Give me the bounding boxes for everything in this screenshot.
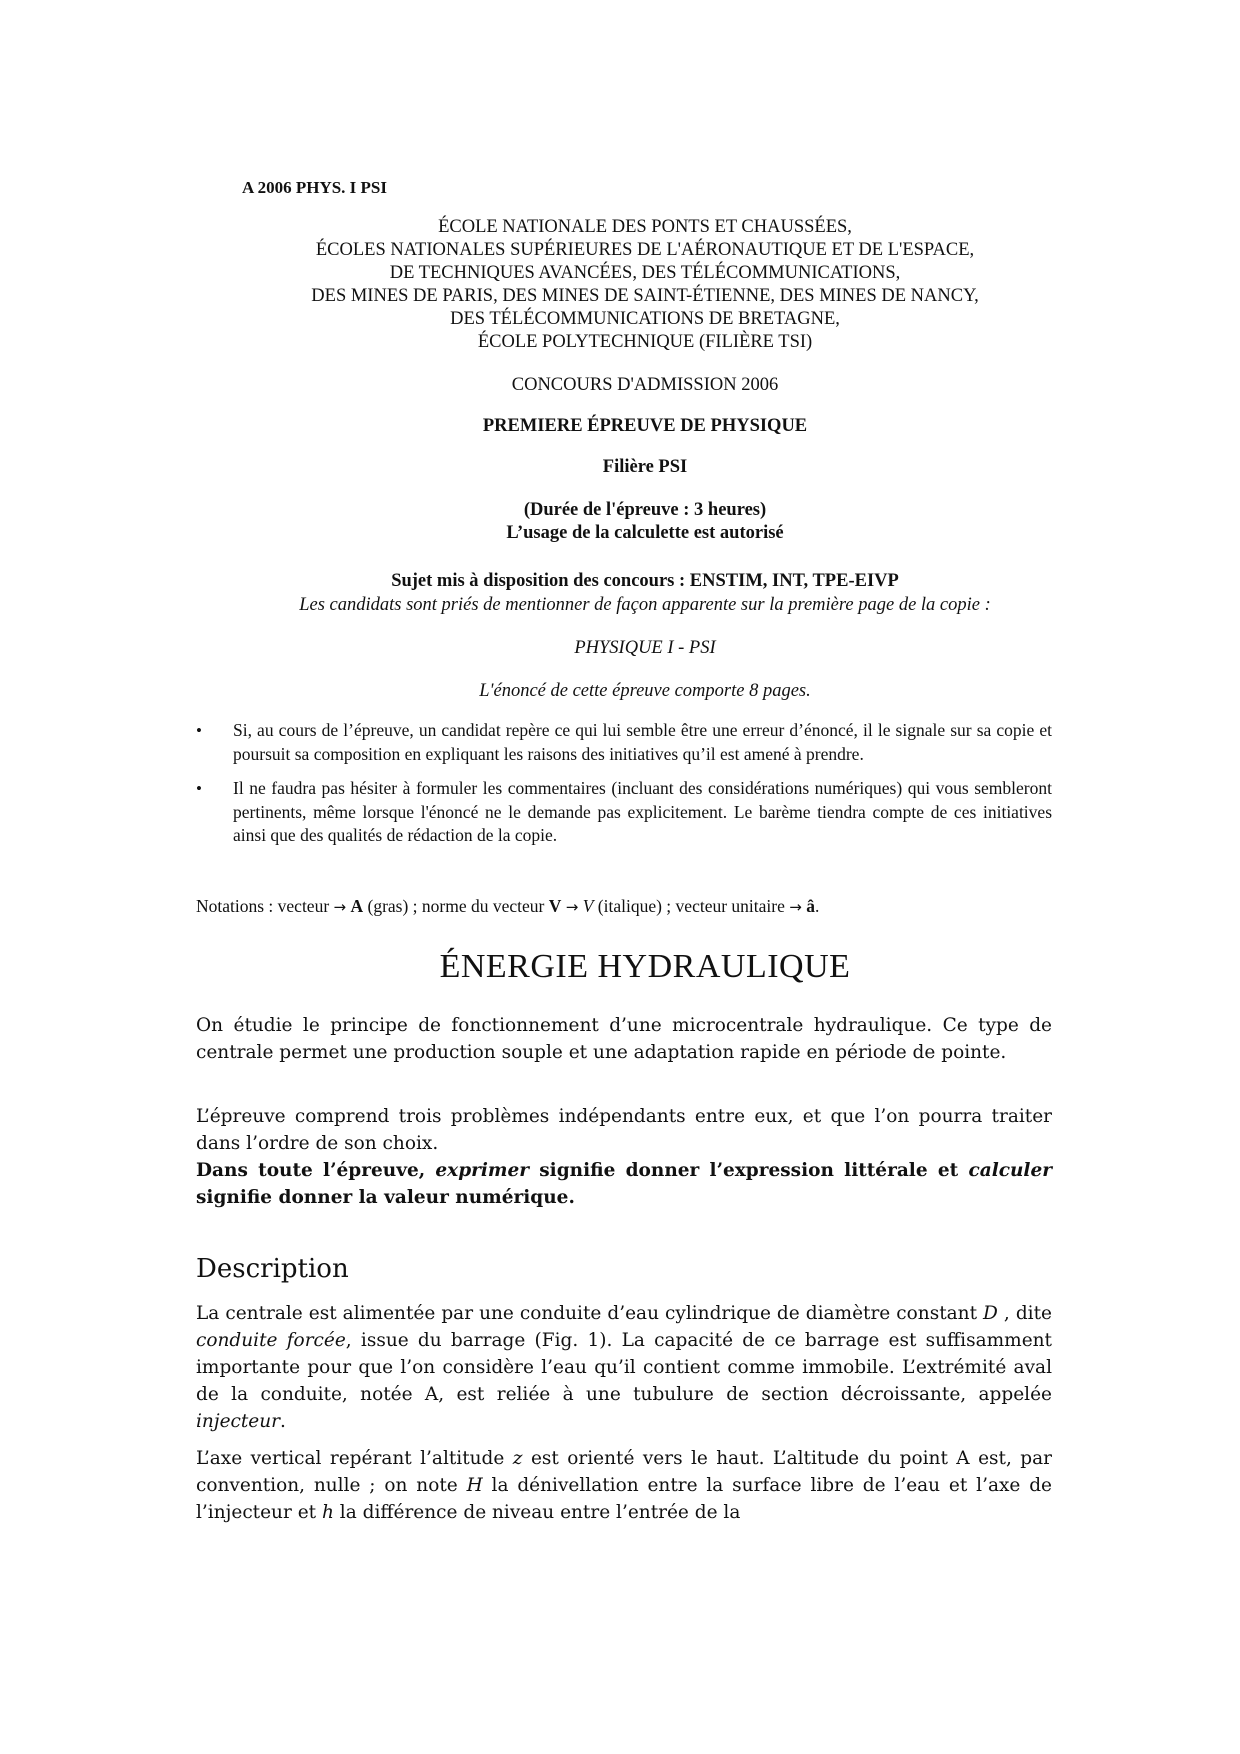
exam-reference-code: A 2006 PHYS. I PSI xyxy=(242,178,387,197)
school-line: DES MINES DE PARIS, DES MINES DE SAINT-ÉTIENNE, DES MINES DE NANCY, xyxy=(311,286,979,306)
description-text: la dénivellation entre la surface libre de l’eau et l’axe de l’injecteur et xyxy=(196,1475,1052,1523)
variable-D: D xyxy=(983,1303,998,1324)
description-paragraph-axis xyxy=(196,1445,1052,1526)
definitions-text: signifie donner l’expression littérale et xyxy=(529,1160,969,1181)
right-arrow-icon: → xyxy=(789,898,802,916)
filiere-label: Filière PSI xyxy=(602,457,688,477)
right-arrow-icon: → xyxy=(333,898,347,916)
definitions-text: signifie donner la valeur numérique. xyxy=(196,1187,575,1208)
intro-paragraph-problems: L’épreuve comprend trois problèmes indépendants entre eux, et que l’on pourra traiter dans l’ordre de son choix. xyxy=(196,1106,1052,1154)
notations-prefix: Notations : vecteur xyxy=(196,896,334,916)
norm-vector-symbol: V xyxy=(548,896,562,916)
mention-label: PHYSIQUE I - PSI xyxy=(574,638,716,658)
instruction-text: Si, au cours de l’épreuve, un candidat repère ce qui lui semble être une erreur d’énoncé, il le signale sur sa copie et poursuit sa composition en expliquant les raisons des initiatives qu’il est amené à prendre. xyxy=(233,720,1052,764)
definitions-term-exprimer: exprimer xyxy=(435,1160,530,1181)
school-line: ÉCOLE POLYTECHNIQUE (FILIÈRE TSI) xyxy=(477,332,813,352)
variable-h: h xyxy=(321,1502,334,1523)
description-paragraph xyxy=(196,1300,1052,1435)
school-list xyxy=(195,216,1095,354)
duration-note: (Durée de l'épreuve : 3 heures) xyxy=(523,500,767,520)
bullet-icon: • xyxy=(196,721,202,740)
unit-vector-symbol: â xyxy=(806,896,815,916)
bullet-icon: • xyxy=(196,779,202,798)
description-text: La centrale est alimentée par une conduite d’eau cylindrique de diamètre constant xyxy=(196,1303,984,1324)
subject-availability: Sujet mis à disposition des concours : ENSTIM, INT, TPE-EIVP xyxy=(391,571,899,591)
variable-z: z xyxy=(512,1448,523,1469)
definitions-text: Dans toute l’épreuve, xyxy=(196,1160,436,1181)
page-count-note: L'énoncé de cette épreuve comporte 8 pages. xyxy=(479,681,811,701)
vector-symbol: A xyxy=(350,896,364,916)
instruction-text: Il ne faudra pas hésiter à formuler les commentaires (incluant des considérations numériques) qui vous sembleront pertinents, même lorsque l'énoncé ne le demande pas explicitement. Le barème tiendra compte de ces initiatives ainsi que des qualités de rédaction de la copie. xyxy=(233,778,1052,845)
school-line: DES TÉLÉCOMMUNICATIONS DE BRETAGNE, xyxy=(450,309,840,329)
notations-line xyxy=(196,896,819,917)
definitions-term-calculer: calculer xyxy=(968,1160,1052,1181)
notations-vector-desc: (gras) ; norme du vecteur xyxy=(363,896,549,916)
school-line: ÉCOLE NATIONALE DES PONTS ET CHAUSSÉES, xyxy=(438,217,852,237)
notations-norm-desc: (italique) ; vecteur unitaire xyxy=(593,896,790,916)
epreuve-title: PREMIERE ÉPREUVE DE PHYSIQUE xyxy=(482,416,808,436)
norm-symbol: V xyxy=(582,896,594,916)
description-text: L’axe vertical repérant l’altitude xyxy=(196,1448,513,1469)
intro-paragraph: On étudie le principe de fonctionnement d’une microcentrale hydraulique. Ce type de centrale permet une production souple et une adaptation rapide en période de pointe. xyxy=(196,1015,1052,1063)
description-text: est orienté vers le haut. L’altitude du point A est, par convention, nulle ; on note xyxy=(196,1448,1052,1496)
term-conduite-forcee: conduite forcée xyxy=(196,1330,346,1351)
description-text: . xyxy=(280,1411,286,1432)
list-item xyxy=(196,719,1052,766)
variable-H: H xyxy=(466,1475,483,1496)
notations-end: . xyxy=(814,896,820,916)
mention-instruction: Les candidats sont priés de mentionner de façon apparente sur la première page de la copie : xyxy=(299,595,991,615)
section-heading-description: Description xyxy=(196,1254,349,1284)
school-line: ÉCOLES NATIONALES SUPÉRIEURES DE L'AÉRONAUTIQUE ET DE L'ESPACE, xyxy=(315,240,975,260)
calculator-note: L’usage de la calculette est autorisé xyxy=(506,523,784,543)
concours-title: CONCOURS D'ADMISSION 2006 xyxy=(511,375,779,395)
description-text: , issue du barrage (Fig. 1). La capacité de ce barrage est suffisamment importante pour que l’on considère l’eau qu’il contient comme immobile. L’extrémité aval de la conduite, notée A, est reliée à une tubulure de section décroissante, appelée xyxy=(196,1330,1052,1405)
list-item xyxy=(196,777,1052,848)
definitions-paragraph xyxy=(196,1157,1052,1211)
right-arrow-icon: → xyxy=(565,898,579,916)
instruction-list xyxy=(196,719,1052,859)
description-text: , dite xyxy=(997,1303,1052,1324)
school-line: DE TECHNIQUES AVANCÉES, DES TÉLÉCOMMUNICATIONS, xyxy=(389,263,901,283)
problem-title: ÉNERGIE HYDRAULIQUE xyxy=(439,948,851,985)
term-injecteur: injecteur xyxy=(196,1411,281,1432)
description-text: la différence de niveau entre l’entrée de la xyxy=(333,1502,741,1523)
